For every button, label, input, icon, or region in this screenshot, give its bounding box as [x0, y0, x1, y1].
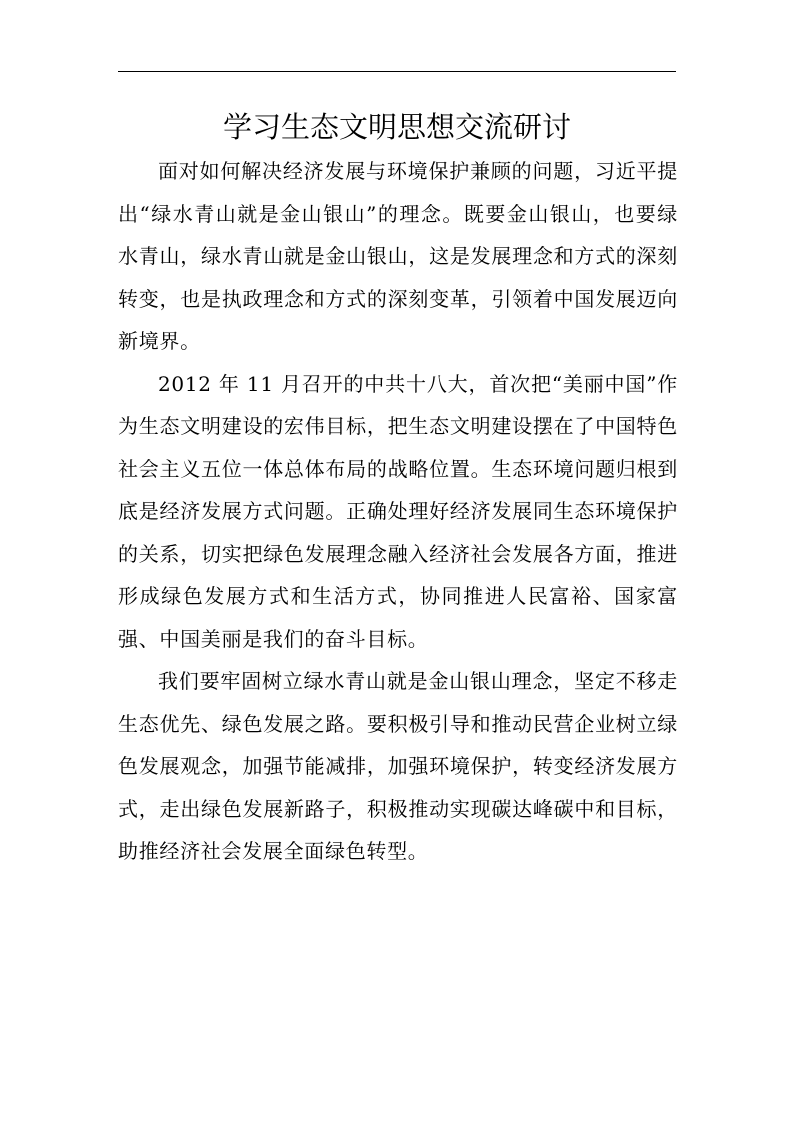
- document-body: [118, 150, 678, 873]
- header-rule: [118, 71, 676, 72]
- document-title: 学习生态文明思想交流研讨: [222, 110, 571, 144]
- paragraph-1: 面对如何解决经济发展与环境保护兼顾的问题，习近平提出“绿水青山就是金山银山”的理念。既要金山银山，也要绿水青山，绿水青山就是金山银山，这是发展理念和方式的深刻转变，也是执政理念和方式的深刻变革，引领着中国发展迈向新境界。: [118, 159, 678, 353]
- paragraph-2: 2012 年 11 月召开的中共十八大，首次把“美丽中国”作为生态文明建设的宏伟目标，把生态文明建设摆在了中国特色社会主义五位一体总体布局的战略位置。生态环境问题归根到底是经济发展方式问题。正确处理好经济发展同生态环境保护的关系，切实把绿色发展理念融入经济社会发展各方面，推进形成绿色发展方式和生活方式，协同推进人民富裕、国家富强、中国美丽是我们的奋斗目标。: [118, 371, 678, 651]
- paragraph-3: 我们要牢固树立绿水青山就是金山银山理念，坚定不移走生态优先、绿色发展之路。要积极引导和推动民营企业树立绿色发展观念，加强节能减排，加强环境保护，转变经济发展方式，走出绿色发展新路子，积极推动实现碳达峰碳中和目标，助推经济社会发展全面绿色转型。: [118, 669, 678, 863]
